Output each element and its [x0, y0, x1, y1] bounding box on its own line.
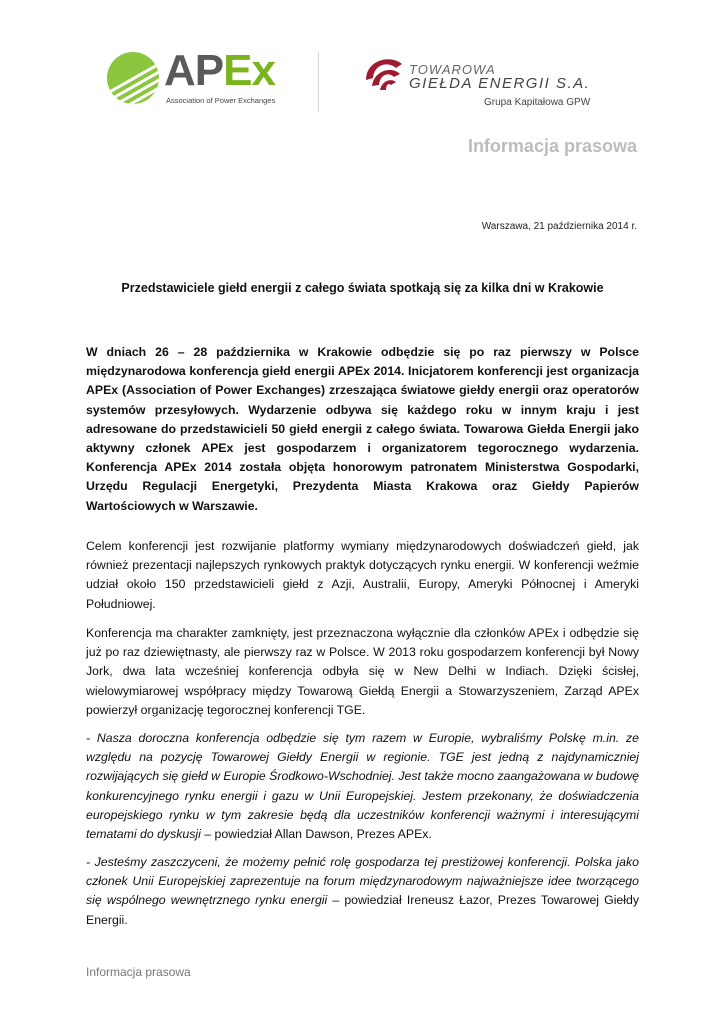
footer-label: Informacja prasowa	[86, 965, 191, 979]
apex-wordmark: APEx	[164, 46, 275, 95]
headline: Przedstawiciele giełd energii z całego świata spotkają się za kilka dni w Krakowie	[121, 281, 604, 295]
tge-logo-line1: TOWAROWA	[409, 62, 496, 77]
paragraph-2: Konferencja ma charakter zamknięty, jest przeznaczona wyłącznie dla członków APEx i odbędzie się już po raz dziewiętnasty, ale pierwszy raz w Polsce. W 2013 roku gospodarzem konferencji był Nowy Jork, dwa lata wcześniej konferencja odbyła się w New Delhi w Indiach. Dzięki ścisłej, wielowymiarowej współpracy między Towarową Giełdą Energii a Stowarzyszeniem, Zarząd APEx powierzył organizację tegorocznej konferencji TGE.	[86, 626, 639, 717]
press-release-label: Informacja prasowa	[467, 136, 637, 156]
header-divider	[318, 52, 319, 112]
tge-logo-mark	[360, 50, 408, 94]
quote-lazor: - Jesteśmy zaszczyceni, że możemy pełnić rolę gospodarza tej prestiżowej konferencji. Polska jako członek Unii Europejskiej zaprezentuje na forum międzynarodowym najważniejsze idee tworzącego się wspólnego wewnętrznego rynku energii	[86, 855, 639, 908]
quote-attribution-dawson: – powiedział Allan Dawson, Prezes APEx.	[200, 827, 432, 842]
apex-subtitle: Association of Power Exchanges	[166, 96, 276, 105]
lead-paragraph: W dniach 26 – 28 października w Krakowie odbędzie się po raz pierwszy w Polsce międzynarodowa konferencja giełd energii APEx 2014. Inicjatorem konferencji jest organizacja APEx (Association of Power Exchanges) zrzeszająca światowe giełdy energii oraz operatorów systemów przesyłowych. Wydarzenie odbywa się każdego roku w innym kraju i jest adresowane do przedstawicieli 50 giełd energii z całego świata. Towarowa Giełda Energii jako aktywny członek APEx jest gospodarzem i organizatorem tegorocznego wydarzenia. Konferencja APEx 2014 została objęta honorowym patronatem Ministerstwa Gospodarki, Urzędu Regulacji Energetyki, Prezydenta Miasta Krakowa oraz Giełdy Papierów Wartościowych w Warszawie.	[86, 345, 639, 513]
quote-attribution-lazor: – powiedział Ireneusz Łazor, Prezes Towarowej Giełdy Energii.	[86, 893, 639, 927]
quote-paragraph-dawson	[86, 729, 639, 844]
quote-dawson: - Nasza doroczna konferencja odbędzie się tym razem w Europie, wybraliśmy Polskę m.in. ze względu na pozycję Towarowej Giełdy Energii w regionie. TGE jest jedną z najdynamiczniej rozwijających się giełd w Europie Środkowo-Wschodniej. Jest także mocno zaangażowana w budowę konkurencyjnego rynku energii i gazu w Unii Europejskiej. Jestem przekonany, że doświadczenia europejskiego rynku w tym zakresie będą dla uczestników konferencji ważnymi i interesującymi tematami do dyskusji	[86, 731, 639, 842]
quote-paragraph-lazor	[86, 853, 639, 930]
tge-logo-group: Grupa Kapitałowa GPW	[484, 97, 591, 108]
tge-logo-line2: GIEŁDA ENERGII S.A.	[409, 75, 591, 92]
date-line: Warszawa, 21 października 2014 r.	[481, 221, 637, 232]
paragraph-1: Celem konferencji jest rozwijanie platformy wymiany międzynarodowych doświadczeń giełd, jak również prezentacji najlepszych rynkowych praktyk dotyczących rynku energii. W konferencji weźmie udział około 150 przedstawicieli giełd z Azji, Australii, Europy, Ameryki Północnej i Ameryki Południowej.	[86, 539, 639, 611]
